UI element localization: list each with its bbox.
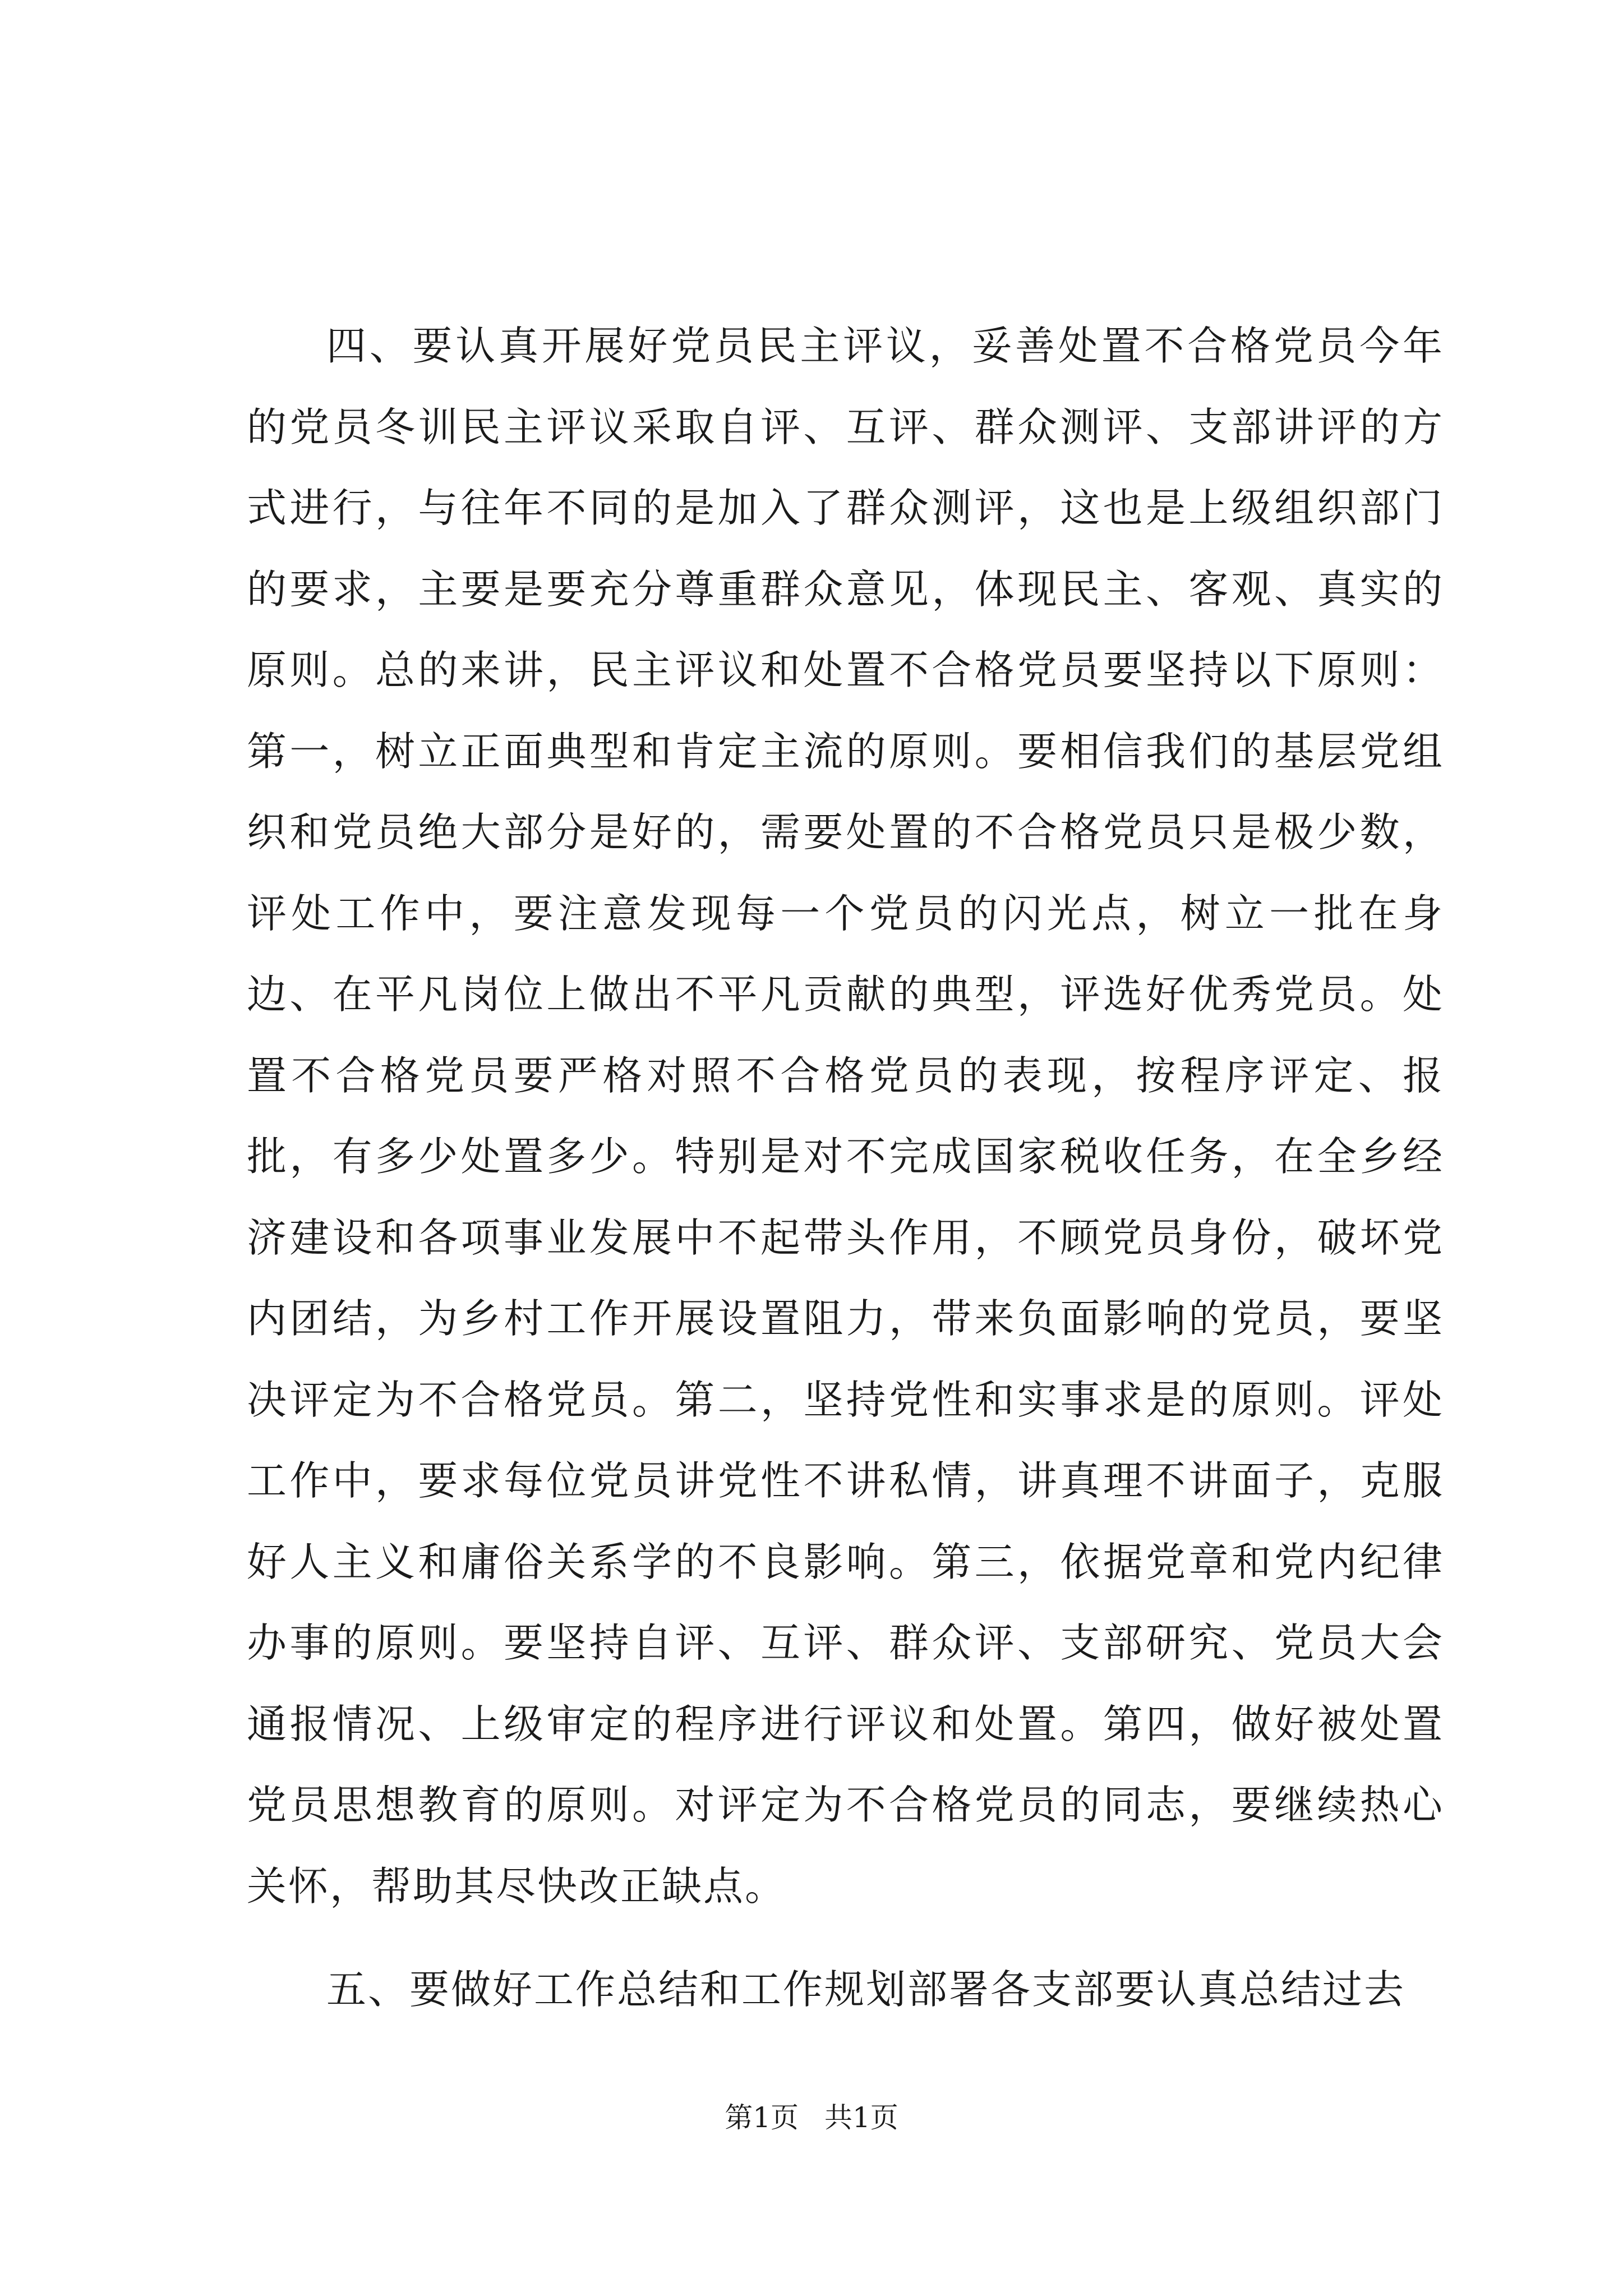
page-total: 共1页 bbox=[824, 2101, 898, 2134]
paragraph-five: 五、要做好工作总结和工作规划部署各支部要认真总结过去 bbox=[326, 1966, 1406, 2013]
page-number: 第1页 bbox=[725, 2101, 799, 2134]
document-body bbox=[247, 306, 1444, 2031]
page-footer bbox=[0, 2098, 1623, 2137]
paragraph-four: 四、要认真开展好党员民主评议，妥善处置不合格党员今年的党员冬训民主评议采取自评、互评、群众测评、支部讲评的方式进行，与往年不同的是加入了群众测评，这也是上级组织部门的要求，主要是要充分尊重群众意见，体现民主、客观、真实的原则。总的来讲，民主评议和处置不合格党员要坚持以下原则：第一，树立正面典型和肯定主流的原则。要相信我们的基层党组织和党员绝大部分是好的，需要处置的不合格党员只是极少数，评处工作中，要注意发现每一个党员的闪光点，树立一批在身边、在平凡岗位上做出不平凡贡献的典型，评选好优秀党员。处置不合格党员要严格对照不合格党员的表现，按程序评定、报批，有多少处置多少。特别是对不完成国家税收任务，在全乡经济建设和各项事业发展中不起带头作用，不顾党员身份，破坏党内团结，为乡村工作开展设置阻力，带来负面影响的党员，要坚决评定为不合格党员。第二，坚持党性和实事求是的原则。评处工作中，要求每位党员讲党性不讲私情，讲真理不讲面子，克服好人主义和庸俗关系学的不良影响。第三，依据党章和党内纪律办事的原则。要坚持自评、互评、群众评、支部研究、党员大会通报情况、上级审定的程序进行评议和处置。第四，做好被处置党员思想教育的原则。对评定为不合格党员的同志，要继续热心关怀，帮助其尽快改正缺点。 bbox=[247, 323, 1444, 1910]
